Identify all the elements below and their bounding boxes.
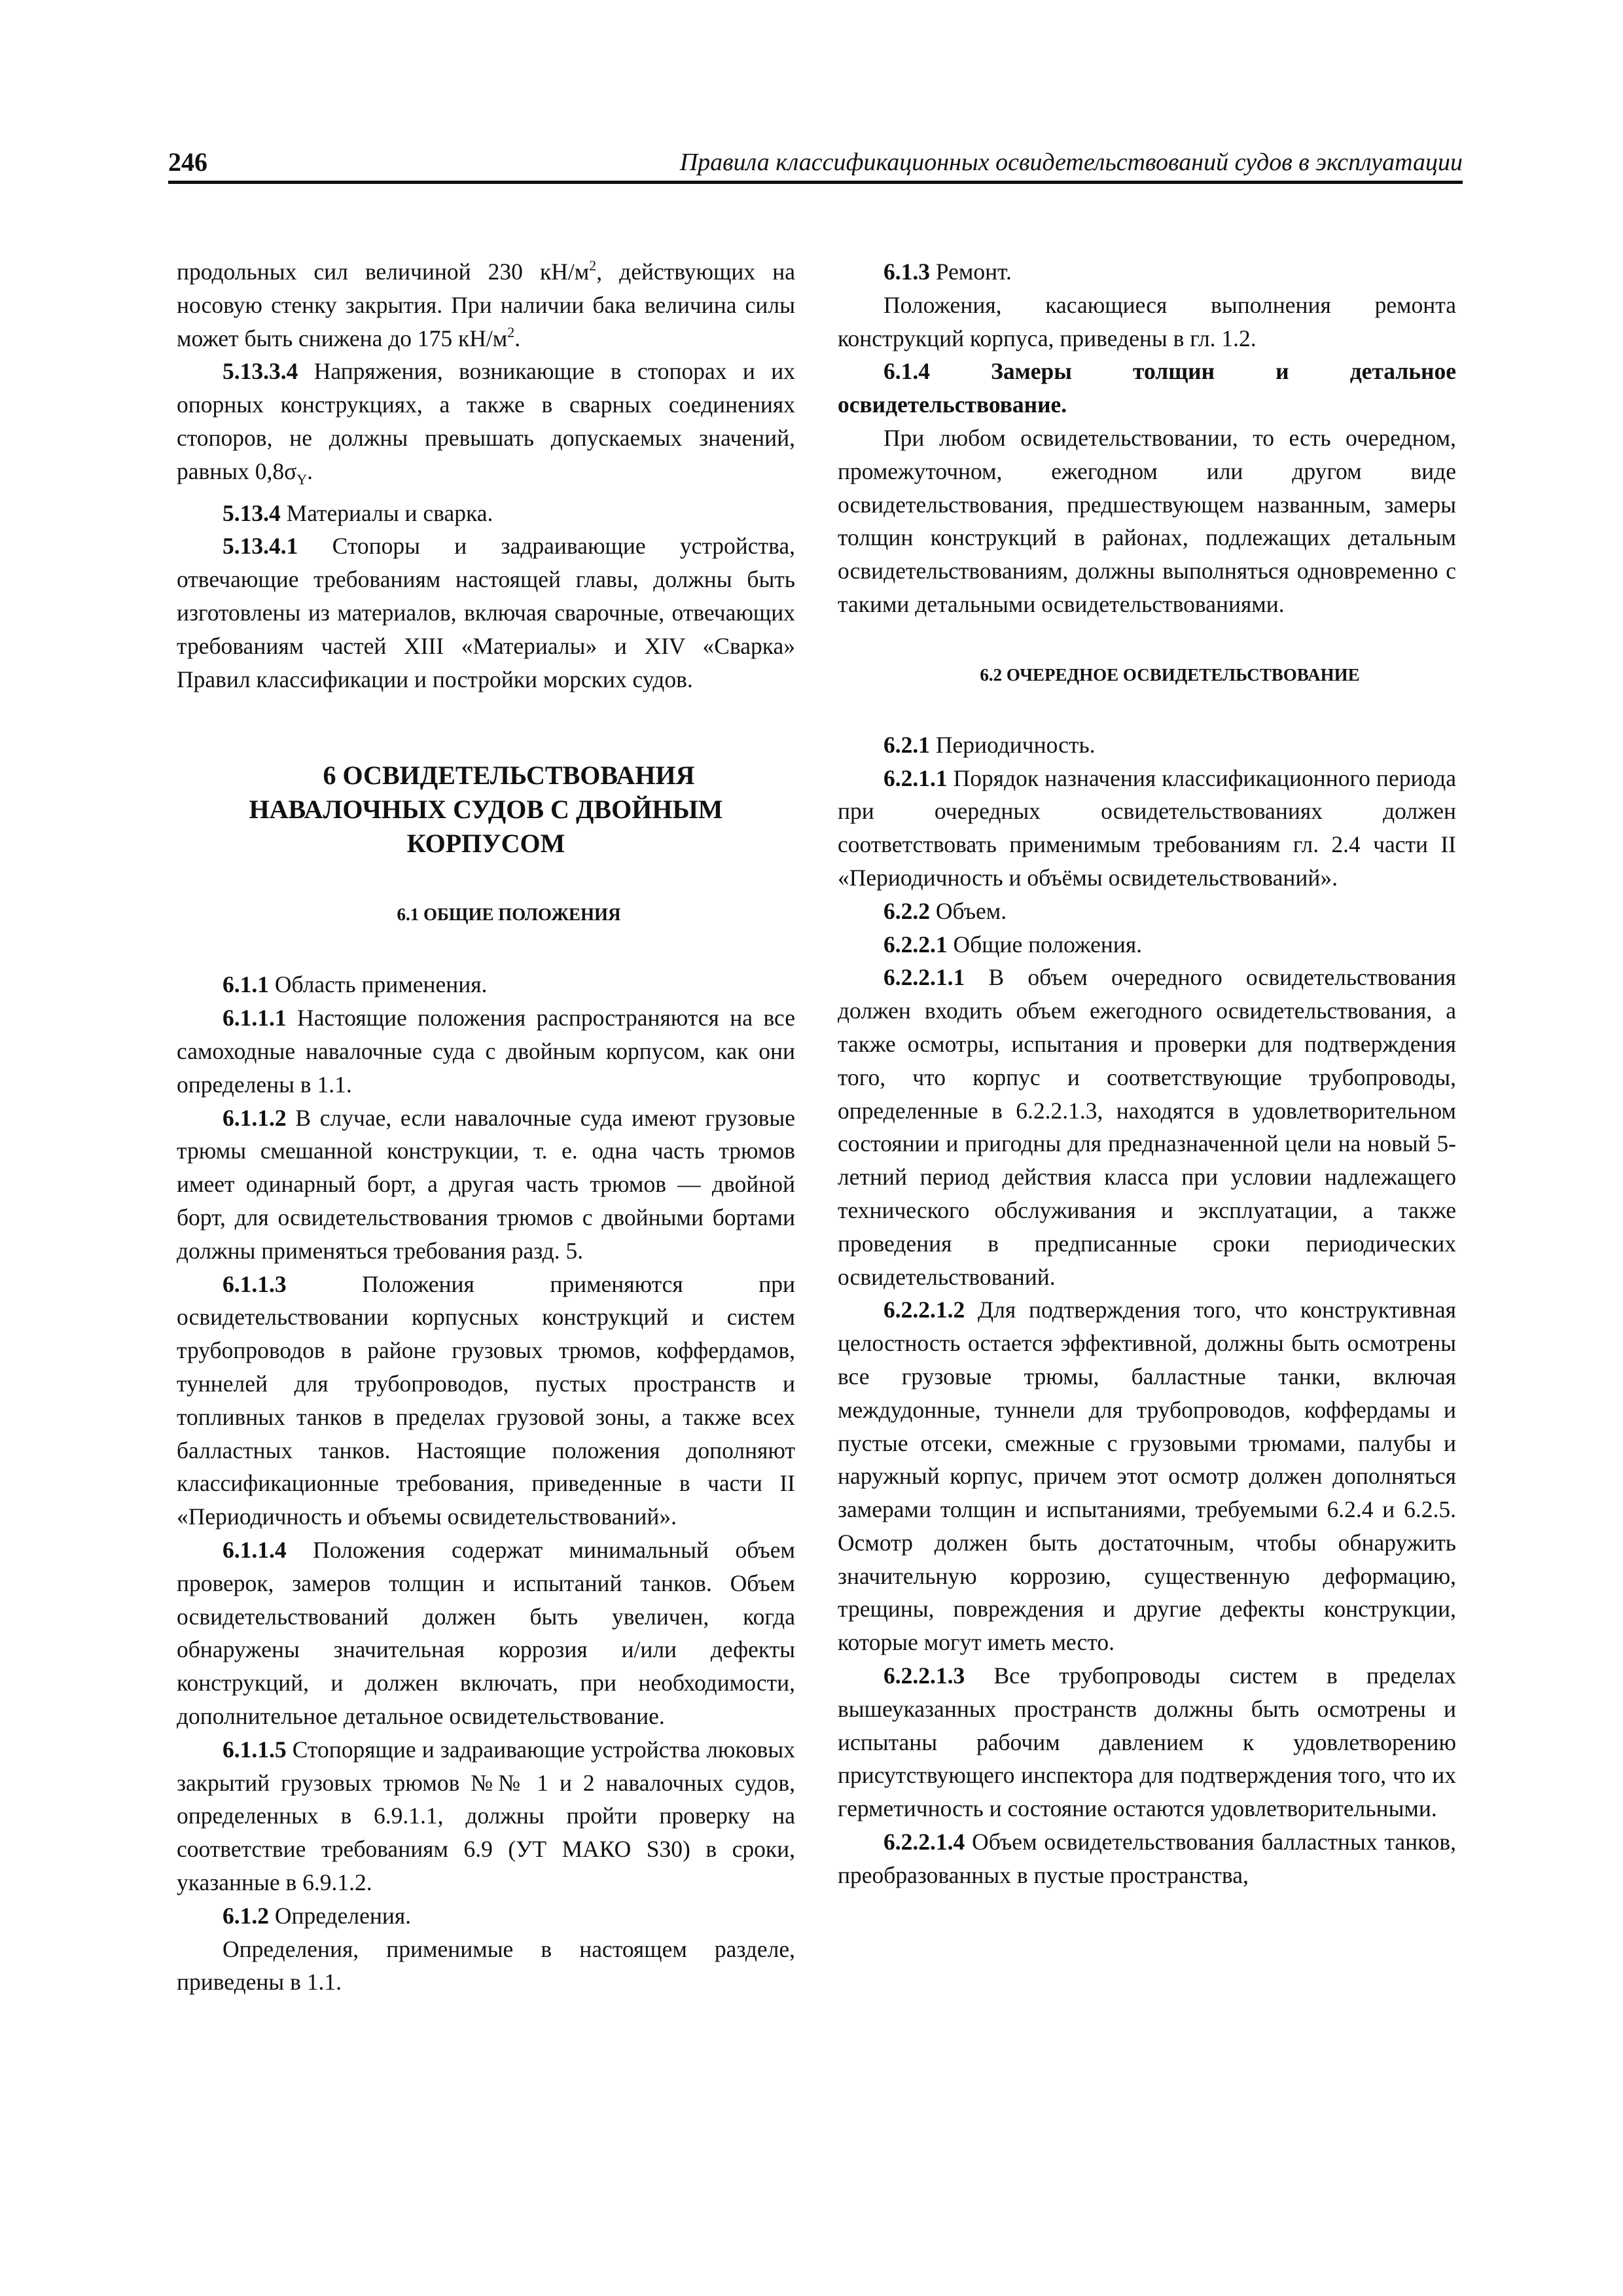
paragraph: 6.2.1.1 Порядок назначения классификационного периода при очередных освидетельствованиях должен соответствовать применимым требованиям гл. 2.4 части II «Периодичность и объёмы освидетельствований».	[838, 764, 1456, 891]
clause-number: 6.2.2.1.4	[883, 1829, 965, 1856]
paragraph: 6.1.1.2 В случае, если навалочные суда имеют грузовые трюмы смешанной конструкции, т. е. одна часть трюмов имеет одинарный борт, а другая часть трюмов — двойной борт, для освидетельствования трюмов с двойными бортами должны применяться требования разд. 5.	[177, 1104, 795, 1264]
clause-number: 6.2.2.1.1	[883, 964, 965, 991]
clause-number: 6.1.1.2	[223, 1104, 287, 1131]
clause-heading: 6.1.2 Определения.	[223, 1902, 412, 1929]
clause-number: 5.13.3.4	[223, 358, 298, 385]
page-number: 246	[168, 147, 207, 177]
clause-number: 6.2.2.1.2	[883, 1297, 965, 1323]
clause-heading: 6.1.3 Ремонт.	[883, 259, 1012, 285]
paragraph: 6.2.2.1.4 Объем освидетельствования балластных танков, преобразованных в пустые пространства,	[838, 1829, 1456, 1888]
subsection-title: 6.1 ОБЩИЕ ПОЛОЖЕНИЯ	[397, 905, 621, 925]
clause-number: 6.2.2.1	[883, 931, 948, 958]
clause-heading: 6.2.2 Объем.	[883, 897, 1007, 924]
clause-heading: 5.13.4 Материалы и сварка.	[223, 499, 493, 526]
page-header	[168, 144, 1463, 184]
paragraph: 6.2.2.1.3 Все трубопроводы систем в пределах вышеуказанных пространств должны быть осмотрены и испытаны рабочим давлением к удовлетворению присутствующего инспектора для подтверждения того, что их герметичность и состояние остаются удовлетворительными.	[838, 1662, 1456, 1822]
right-column	[838, 255, 1456, 1892]
clause-number: 6.1.1.5	[223, 1736, 287, 1763]
clause-heading: 6.2.1 Периодичность.	[883, 731, 1096, 758]
clause-heading: 6.1.1 Область применения.	[223, 971, 488, 998]
paragraph: Положения, касающиеся выполнения ремонта конструкций корпуса, приведены в гл. 1.2.	[838, 291, 1456, 351]
clause-number: 6.1.4	[883, 358, 930, 385]
paragraph: 5.13.3.4 Напряжения, возникающие в стопорах и их опорных конструкциях, а также в сварных соединениях стопоров, не должны превышать допускаемых значений, равных $0,8\sigma_Y$.	[177, 358, 795, 488]
paragraph: 6.1.1.3 Положения применяются при освидетельствовании корпусных конструкций и систем трубопроводов в районе грузовых трюмов, коффердамов, туннелей для трубопроводов, пустых пространств и топливных танков в пределах грузовой зоны, а также всех балластных танков. Настоящие положения дополняют классификационные требования, приведенные в части II «Периодичность и объемы освидетельствований».	[177, 1270, 795, 1530]
paragraph: 6.1.1.5 Стопорящие и задраивающие устройства люковых закрытий грузовых трюмов №№ 1 и 2 навалочных судов, определенных в 6.9.1.1, должны пройти проверку на соответствие требованиям 6.9 (УТ МАКО S30) в сроки, указанные в 6.9.1.2.	[177, 1736, 795, 1895]
running-title: Правила классификационных освидетельствований судов в эксплуатации	[679, 149, 1463, 176]
clause-number: 6.2.2	[883, 897, 930, 924]
paragraph: Определения, применимые в настоящем разделе, приведены в 1.1.	[177, 1935, 795, 1996]
clause-number: 6.1.1.3	[223, 1270, 287, 1297]
clause-number: 6.1.1.1	[223, 1005, 287, 1031]
subsection-title: 6.2 ОЧЕРЕДНОЕ ОСВИДЕТЕЛЬСТВОВАНИЕ	[980, 664, 1360, 685]
paragraph: При любом освидетельствовании, то есть очередном, промежуточном, ежегодном или другом виде освидетельствования, предшествующем названным, замеры толщин конструкций в районах, подлежащих детальным освидетельствованиям, должны выполняться одновременно с такими детальными освидетельствованиями.	[838, 424, 1456, 617]
left-column	[177, 255, 795, 1999]
clause-number: 6.1.1.4	[223, 1537, 287, 1563]
clause-number: 6.2.1.1	[883, 764, 948, 791]
clause-number: 6.1.3	[883, 259, 930, 285]
clause-number: 6.2.2.1.3	[883, 1662, 965, 1689]
clause-number: 6.1.2	[223, 1902, 269, 1929]
paragraph: 6.1.4 Замеры толщин и детальное освидетельствование.	[838, 358, 1456, 418]
clause-heading: 6.2.2.1 Общие положения.	[883, 931, 1143, 958]
paragraph: 6.2.2.1.1 В объем очередного освидетельствования должен входить объем ежегодного освидетельствования, а также осмотры, испытания и проверки для подтверждения того, что корпус и соответствующие трубопроводы, определенные в 6.2.2.1.3, находятся в удовлетворительном состоянии и пригодны для предназначенной цели на новый 5-летний период действия класса при условии надлежащего технического обслуживания и эксплуатации, а также проведения в предписанные сроки периодических освидетельствований.	[838, 964, 1456, 1290]
clause-number: 5.13.4.1	[223, 533, 298, 560]
paragraph: 6.2.2.1.2 Для подтверждения того, что конструктивная целостность остается эффективной, должны быть осмотрены все грузовые трюмы, балластные танки, включая междудонные, туннели для трубопроводов, коффердамы и пустые отсеки, смежные с грузовыми трюмами, палубы и наружный корпус, причем этот осмотр должен дополняться замерами толщин и испытаниями, требуемыми 6.2.4 и 6.2.5. Осмотр должен быть достаточным, чтобы обнаружить значительную коррозию, существенную деформацию, трещины, повреждения и другие дефекты конструкции, которые могут иметь место.	[838, 1297, 1456, 1656]
paragraph: продольных сил величиной 230 $кН/м^2$, действующих на носовую стенку закрытия. При наличии бака величина силы может быть снижена до 175 $кН/м^2$.	[177, 257, 795, 351]
clause-number: 5.13.4	[223, 499, 281, 526]
section-title: 6 ОСВИДЕТЕЛЬСТВОВАНИЯ НАВАЛОЧНЫХ СУДОВ С ДВОЙНЫМ КОРПУСОМ	[249, 761, 723, 859]
paragraph: 6.1.1.4 Положения содержат минимальный объем проверок, замеров толщин и испытаний танков. Объем освидетельствований должен быть увеличен, когда обнаружены значительная коррозия и/или дефекты конструкций, и должен включать, при необходимости, дополнительное детальное освидетельствование.	[177, 1537, 795, 1729]
clause-number: 6.2.1	[883, 731, 930, 758]
clause-number: 6.1.1	[223, 971, 269, 998]
paragraph: 5.13.4.1 Стопоры и задраивающие устройства, отвечающие требованиям настоящей главы, должны быть изготовлены из материалов, включая сварочные, отвечающих требованиям частей XIII «Материалы» и XIV «Сварка» Правил классификации и постройки морских судов.	[177, 533, 795, 692]
paragraph: 6.1.1.1 Настоящие положения распространяются на все самоходные навалочные суда с двойным корпусом, как они определены в 1.1.	[177, 1005, 795, 1098]
